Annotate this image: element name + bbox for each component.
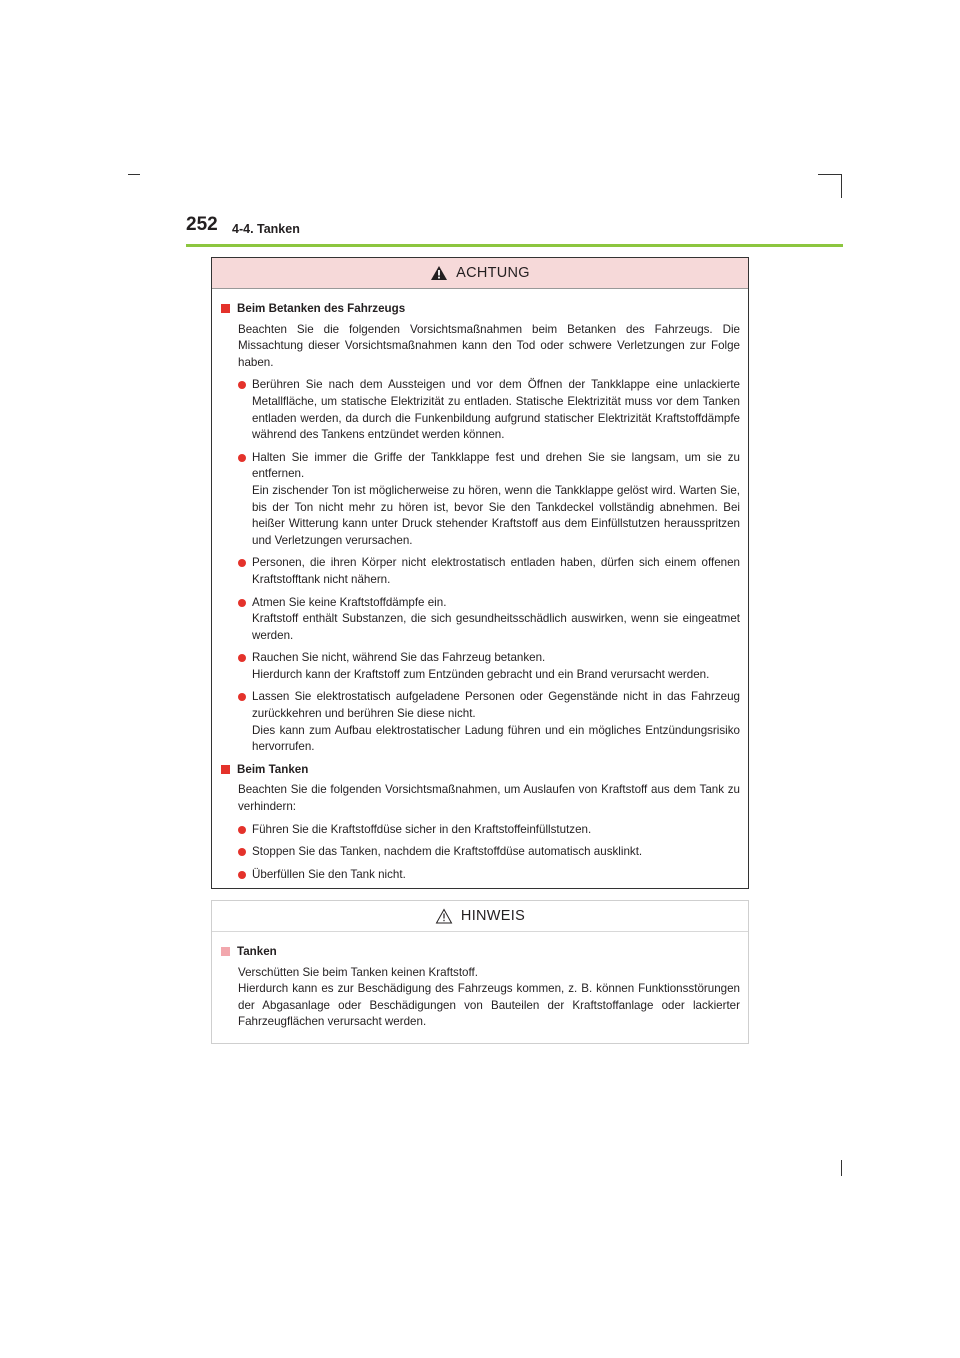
bullet-item bbox=[238, 689, 740, 755]
bullet-line: Hierdurch kann der Kraftstoff zum Entzünden gebracht und ein Brand verursacht werden. bbox=[252, 667, 710, 681]
warning-section bbox=[220, 301, 740, 756]
round-bullet-icon bbox=[238, 454, 246, 462]
note-section-label: Tanken bbox=[237, 945, 277, 958]
bullet-item bbox=[238, 555, 740, 588]
bullet-text bbox=[252, 822, 740, 839]
bullet-text bbox=[252, 650, 740, 683]
warning-content bbox=[212, 289, 748, 883]
bullet-item bbox=[238, 844, 740, 861]
round-bullet-icon bbox=[238, 871, 246, 879]
warning-section-label: Beim Tanken bbox=[237, 762, 309, 776]
round-bullet-icon bbox=[238, 826, 246, 834]
bullet-line: Berühren Sie nach dem Aussteigen und vor dem Öffnen der Tankklappe eine unlackierte Metallfläche, um statische Elektrizität zu entladen. Statische Elektrizität muss vor dem Tanken entladen werden, da durch die Funkenbildung aufgrund statischer Elektrizität Kraftstoffdämpfe während des Tankens entzündet werden können. bbox=[252, 378, 740, 442]
bullet-line: Überfüllen Sie den Tank nicht. bbox=[252, 867, 406, 881]
bullet-line: Rauchen Sie nicht, während Sie das Fahrzeug betanken. bbox=[252, 651, 546, 665]
warning-title: ACHTUNG bbox=[456, 265, 530, 281]
round-bullet-icon bbox=[238, 848, 246, 856]
round-bullet-icon bbox=[238, 693, 246, 701]
notice-triangle-icon bbox=[435, 908, 453, 924]
section-title: 4-4. Tanken bbox=[232, 222, 300, 236]
warning-box bbox=[211, 257, 749, 889]
bullet-line: Kraftstoff enthält Substanzen, die sich gesundheitsschädlich auswirken, wenn sie eingeatmet werden. bbox=[252, 612, 740, 642]
note-text bbox=[238, 965, 740, 1031]
bullet-text bbox=[252, 689, 740, 755]
bullet-text bbox=[252, 555, 740, 588]
crop-mark bbox=[841, 1160, 842, 1176]
header-rule bbox=[186, 244, 843, 247]
bullet-line: Führen Sie die Kraftstoffdüse sicher in den Kraftstoffeinfüllstutzen. bbox=[252, 822, 592, 836]
bullet-item bbox=[238, 377, 740, 443]
note-header bbox=[212, 901, 748, 932]
warning-section-intro: Beachten Sie die folgenden Vorsichtsmaßnahmen beim Betanken des Fahrzeugs. Die Missachtung dieser Vorsichtsmaßnahmen kann den Tod oder schwere Verletzungen zur Folge haben. bbox=[238, 322, 740, 369]
bullet-text bbox=[252, 844, 740, 861]
bullet-line: Halten Sie immer die Griffe der Tankklappe fest und drehen Sie sie langsam, um sie zu entfernen. bbox=[252, 450, 740, 481]
bullet-line: Dies kann zum Aufbau elektrostatischer Ladung führen und ein mögliches Entzündungsrisiko hervorrufen. bbox=[252, 723, 740, 754]
bullet-item bbox=[238, 650, 740, 683]
warning-section-title bbox=[220, 762, 740, 779]
bullet-item bbox=[238, 450, 740, 550]
note-title: HINWEIS bbox=[460, 908, 526, 924]
crop-mark bbox=[841, 174, 842, 198]
crop-mark bbox=[818, 174, 842, 175]
round-bullet-icon bbox=[238, 559, 246, 567]
bullet-text bbox=[252, 377, 740, 443]
square-bullet-icon bbox=[221, 304, 230, 313]
warning-section-title bbox=[220, 301, 740, 318]
page-number: 252 bbox=[186, 214, 218, 235]
bullet-text bbox=[252, 450, 740, 550]
note-box bbox=[211, 900, 749, 1044]
bullet-text bbox=[252, 595, 740, 645]
crop-mark bbox=[128, 174, 140, 175]
bullet-line: Ein zischender Ton ist möglicherweise zu hören, wenn die Tankklappe gelöst wird. Warten Sie, bis der Ton nicht mehr zu hören ist, bevor Sie den Tankdeckel vollständig abnehmen. Bei heißer Witterung kann unter Druck stehender Kraftstoff aus dem Einfüllstutzen herausspritzen und Verletzungen verursachen. bbox=[252, 483, 740, 547]
square-bullet-icon bbox=[221, 947, 230, 956]
warning-section-label: Beim Betanken des Fahrzeugs bbox=[237, 302, 406, 315]
bullet-item bbox=[238, 595, 740, 645]
bullet-item bbox=[238, 867, 740, 884]
bullet-item bbox=[238, 822, 740, 839]
bullet-line: Lassen Sie elektrostatisch aufgeladene Personen oder Gegenstände nicht in das Fahrzeug zurückkehren und berühren Sie diese nicht. bbox=[252, 690, 740, 721]
warning-section bbox=[220, 762, 740, 884]
round-bullet-icon bbox=[238, 654, 246, 662]
round-bullet-icon bbox=[238, 599, 246, 607]
square-bullet-icon bbox=[221, 765, 230, 774]
warning-section-intro: Beachten Sie die folgenden Vorsichtsmaßnahmen, um Auslaufen von Kraftstoff aus dem Tank zu verhindern: bbox=[238, 783, 740, 814]
bullet-text bbox=[252, 867, 740, 884]
warning-triangle-icon bbox=[430, 265, 448, 281]
bullet-line: Atmen Sie keine Kraftstoffdämpfe ein. bbox=[252, 595, 447, 609]
warning-header bbox=[212, 258, 748, 289]
round-bullet-icon bbox=[238, 381, 246, 389]
bullet-line: Personen, die ihren Körper nicht elektrostatisch entladen haben, dürfen sich einem offenen Kraftstofftank nicht nähern. bbox=[252, 556, 740, 586]
note-line: Verschütten Sie beim Tanken keinen Kraftstoff. bbox=[238, 965, 478, 979]
note-section-title bbox=[220, 944, 740, 961]
bullet-line: Stoppen Sie das Tanken, nachdem die Kraftstoffdüse automatisch ausklinkt. bbox=[252, 845, 643, 859]
note-content bbox=[212, 932, 748, 1031]
note-line: Hierdurch kann es zur Beschädigung des Fahrzeugs kommen, z. B. können Funktionsstörungen der Abgasanlage oder Beschädigungen von Bauteilen der Kraftstoffanlage oder lackierter Fahrzeugflächen verursacht werden. bbox=[238, 982, 740, 1029]
